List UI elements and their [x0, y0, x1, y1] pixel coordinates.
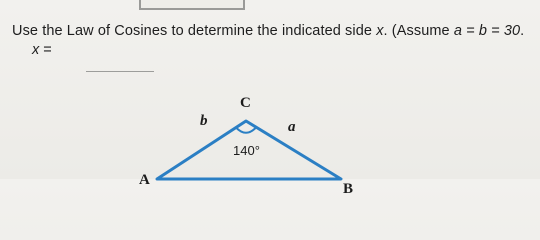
answer-variable: x	[32, 42, 40, 58]
vertex-c-label: C	[240, 95, 251, 111]
vertex-a-label: A	[139, 172, 150, 188]
angle-c-label: 140°	[233, 143, 260, 158]
angle-arc	[236, 128, 256, 133]
side-b-label: b	[200, 113, 208, 129]
question-unknown: x	[376, 23, 384, 39]
question-close: .	[520, 23, 525, 39]
side-a-label: a	[288, 119, 296, 135]
question-prefix: Use the Law of Cosines to determine the indicated side	[12, 23, 377, 39]
answer-equals: =	[39, 42, 52, 58]
question-given: a = b = 30	[453, 23, 521, 39]
vertex-b-label: B	[343, 181, 354, 197]
question-assume-open: . (Assume	[383, 23, 454, 39]
